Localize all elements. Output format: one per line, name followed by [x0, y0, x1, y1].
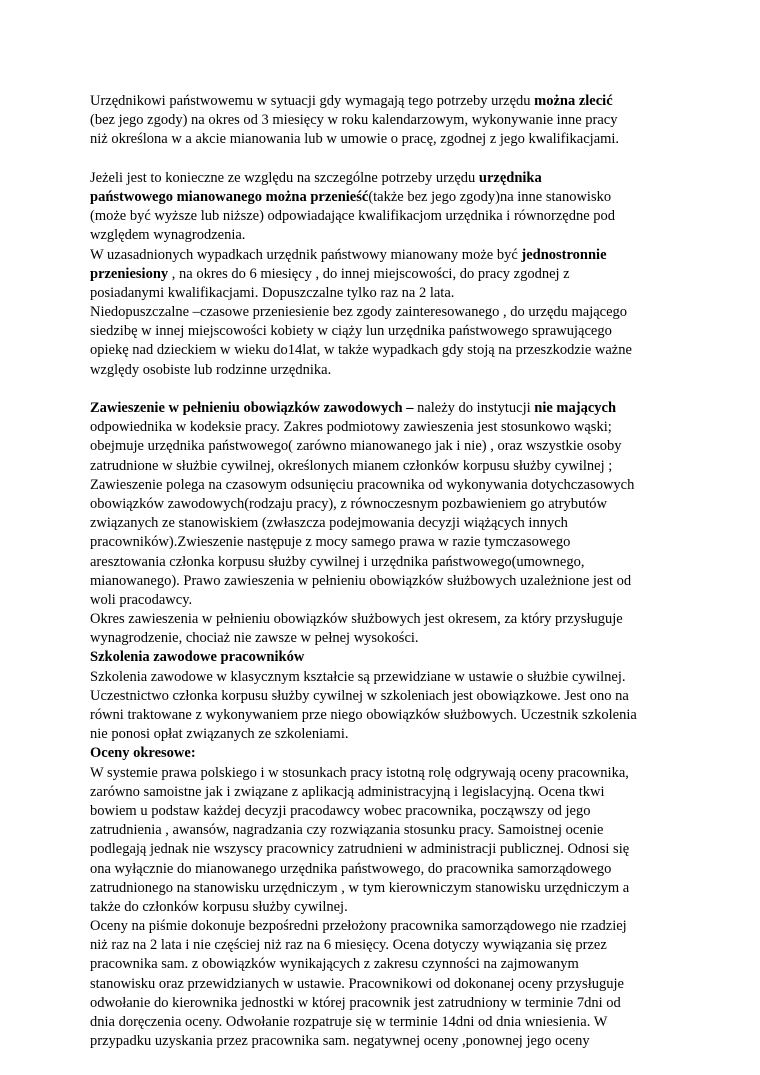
text-run: Okres zawieszenia w pełnieniu obowiązków służbowych jest okresem, za który przysługuje — [90, 611, 623, 628]
text-line — [90, 591, 680, 610]
text-run: podlegają jednak nie wszyscy pracownicy zatrudnieni w administracji publicznej. Odnosi się — [90, 841, 630, 858]
text-run: Urzędnikowi państwowemu w sytuacji gdy wymagają tego potrzeby urzędu — [90, 93, 535, 109]
text-run: odwołanie do kierownika jednostki w której pracownik jest zatrudniony w terminie 7dni od — [90, 994, 621, 1011]
text-line — [90, 783, 680, 802]
text-run: nie ponosi opłat związanych ze szkoleniami. — [90, 726, 349, 743]
text-run: W uzasadnionych wypadkach urzędnik państwowy mianowany może być — [90, 246, 522, 263]
text-line — [90, 265, 680, 284]
text-line — [90, 130, 680, 149]
text-line — [90, 860, 680, 879]
text-run: także do członków korpusu służby cywilnej. — [90, 898, 348, 915]
text-run: niż określona w a akcie mianowania lub w umowie o pracę, zgodnej z jego kwalifikacjami. — [90, 131, 620, 148]
section-heading: Oceny okresowe: — [90, 745, 196, 762]
text-line — [90, 879, 680, 898]
text-run: zatrudnienia , awansów, nagradzania czy rozwiązania stosunku pracy. Samoistnej ocenie — [90, 822, 604, 839]
text-run: wynagrodzenie, chociaż nie zawsze w pełnej wysokości. — [90, 630, 419, 647]
text-run: obowiązków zawodowych(rodzaju pracy), z równoczesnym pozbawieniem go atrybutów — [90, 495, 607, 512]
text-line — [90, 668, 680, 687]
text-run: Szkolenia zawodowe w klasycznym kształcie są przewidziane w ustawie o służbie cywilnej. — [90, 668, 626, 685]
text-run: ona wyłącznie do mianowanego urzędnika państwowego, do pracownika samorządowego — [90, 860, 612, 877]
text-run: Jeżeli jest to konieczne ze względu na szczególne potrzeby urzędu — [90, 169, 479, 186]
text-line — [90, 706, 680, 725]
text-line — [90, 457, 680, 476]
text-run: obejmuje urzędnika państwowego( zarówno mianowanego jak i nie) , oraz wszystkie osoby — [90, 438, 622, 455]
text-line — [90, 840, 680, 859]
text-line — [90, 169, 680, 188]
text-line — [90, 495, 680, 514]
text-line — [90, 303, 680, 322]
text-line — [90, 802, 680, 821]
text-line — [90, 92, 680, 111]
paragraph-transfer — [90, 169, 680, 380]
text-run: opiekę nad dzieckiem w wieku do14lat, w także wypadkach gdy stoją na przeszkodzie ważne — [90, 342, 632, 359]
text-run: należy do instytucji — [417, 400, 535, 416]
text-line — [90, 744, 680, 763]
paragraph-suspension — [90, 399, 680, 648]
text-line — [90, 246, 680, 265]
text-run: (bez jego zgody) na okres od 3 miesięcy w roku kalendarzowym, wykonywanie inne pracy — [90, 112, 618, 129]
bold-run: urzędnika — [478, 169, 542, 186]
text-line — [90, 553, 680, 572]
text-line — [90, 994, 680, 1013]
text-line — [90, 629, 680, 648]
text-line — [90, 533, 680, 552]
text-run: Oceny na piśmie dokonuje bezpośredni przełożony pracownika samorządowego nie rzadziej — [90, 918, 627, 935]
paragraph-assignment — [90, 92, 680, 150]
section-heading: Szkolenia zawodowe pracowników — [90, 649, 305, 666]
text-run: przypadku uzyskania przez pracownika sam. negatywnej oceny ,ponownej jego oceny — [90, 1033, 590, 1050]
text-run: zatrudnione w służbie cywilnej, określonych mianem członków korpusu służby cywilnej ; — [90, 457, 613, 474]
text-line — [90, 514, 680, 533]
text-run: aresztowania członka korpusu służby cywilnej i urzędnika państwowego(umownego, — [90, 553, 585, 570]
paragraph-evaluations — [90, 744, 680, 1051]
text-line — [90, 821, 680, 840]
text-run: względy osobiste lub rodzinne urzędnika. — [90, 361, 332, 378]
text-line — [90, 1013, 680, 1032]
text-run: zarówno samoistne jak i związane z aplikacją administracyjną i legislacyjną. Ocena tkwi — [90, 783, 605, 800]
text-run: względem wynagrodzenia. — [90, 227, 246, 244]
text-run: bowiem u podstaw każdej decyzji pracodawcy wobec pracownika, począwszy od jego — [90, 802, 591, 819]
bold-run: można zlecić — [534, 93, 613, 109]
text-run: posiadanymi kwalifikacjami. Dopuszczalne tylko raz na 2 lata. — [90, 284, 455, 301]
text-line — [90, 936, 680, 955]
text-line — [90, 399, 680, 418]
text-run: Uczestnictwo członka korpusu służby cywilnej w szkoleniach jest obowiązkowe. Jest ono na — [90, 687, 629, 704]
text-run: związanych ze stanowiskiem (zwłaszcza podejmowania decyzji wiążących innych — [90, 515, 568, 532]
text-line — [90, 418, 680, 437]
text-run: niż raz na 2 lata i nie częściej niż raz na 6 miesięcy. Ocena dotyczy wywiązania się przez — [90, 937, 607, 954]
text-run: zatrudnionego na stanowisku urzędniczym , w tym kierowniczym stanowisku urzędniczym a — [90, 879, 630, 896]
text-run: siedzibę w innej miejscowości kobiety w ciąży lun urzędnika państwowego sprawującego — [90, 323, 612, 340]
text-line — [90, 648, 680, 667]
text-run: odpowiednika w kodeksie pracy. Zakres podmiotowy zawieszenia jest stosunkowo wąski; — [90, 419, 612, 436]
text-line — [90, 955, 680, 974]
text-line — [90, 1032, 680, 1051]
text-line — [90, 322, 680, 341]
text-run: (także bez jego zgody)na inne stanowisko — [368, 188, 612, 205]
text-line — [90, 917, 680, 936]
document-body — [90, 92, 680, 1051]
text-line — [90, 284, 680, 303]
text-line — [90, 610, 680, 629]
text-run: pracowników).Zwieszenie następuje z mocy samego prawa w razie tymczasowego — [90, 534, 571, 551]
text-run: pracownika sam. z obowiązków wynikających z zakresu czynności na zajmowanym — [90, 956, 579, 973]
text-run: równi traktowane z wykonywaniem prze niego obowiązków służbowych. Uczestnik szkolenia — [90, 707, 637, 723]
text-line — [90, 207, 680, 226]
text-line — [90, 341, 680, 360]
text-run: dnia doręczenia oceny. Odwołanie rozpatruje się w terminie 14dni od dnia wniesienia. W — [90, 1014, 608, 1030]
bold-run: przeniesiony — [90, 265, 169, 282]
text-line — [90, 898, 680, 917]
text-line — [90, 476, 680, 495]
text-run: , na okres do 6 miesięcy , do innej miejscowości, do pracy zgodnej z — [168, 265, 570, 282]
bold-run: jednostronnie — [521, 246, 607, 263]
text-run: woli pracodawcy. — [90, 591, 193, 608]
section-heading: Zawieszenie w pełnieniu obowiązków zawodowych – — [90, 400, 418, 416]
text-run: stanowisku oraz przewidzianych w ustawie. Pracownikowi od dokonanej oceny przysługuje — [90, 975, 624, 992]
text-line — [90, 572, 680, 591]
text-run: mianowanego). Prawo zawieszenia w pełnieniu obowiązków służbowych uzależnione jest od — [90, 572, 632, 589]
text-line — [90, 687, 680, 706]
text-run: (może być wyższe lub niższe) odpowiadające kwalifikacjom urzędnika i równorzędne pod — [90, 208, 616, 225]
text-line — [90, 111, 680, 130]
text-line — [90, 725, 680, 744]
blank-line — [90, 380, 680, 399]
text-run: W systemie prawa polskiego i w stosunkach pracy istotną rolę odgrywają oceny pracownika, — [90, 764, 629, 781]
bold-run: państwowego mianowanego można przenieść — [90, 188, 369, 205]
bold-run: nie mających — [534, 400, 617, 416]
text-run: Niedopuszczalne –czasowe przeniesienie bez zgody zainteresowanego , do urzędu mającego — [90, 304, 628, 321]
paragraph-training — [90, 648, 680, 744]
text-line — [90, 975, 680, 994]
text-line — [90, 226, 680, 245]
text-line — [90, 764, 680, 783]
text-line — [90, 188, 680, 207]
blank-line — [90, 150, 680, 169]
text-line — [90, 361, 680, 380]
text-run: Zawieszenie polega na czasowym odsunięciu pracownika od wykonywania dotychczasowych — [90, 476, 635, 493]
text-line — [90, 437, 680, 456]
